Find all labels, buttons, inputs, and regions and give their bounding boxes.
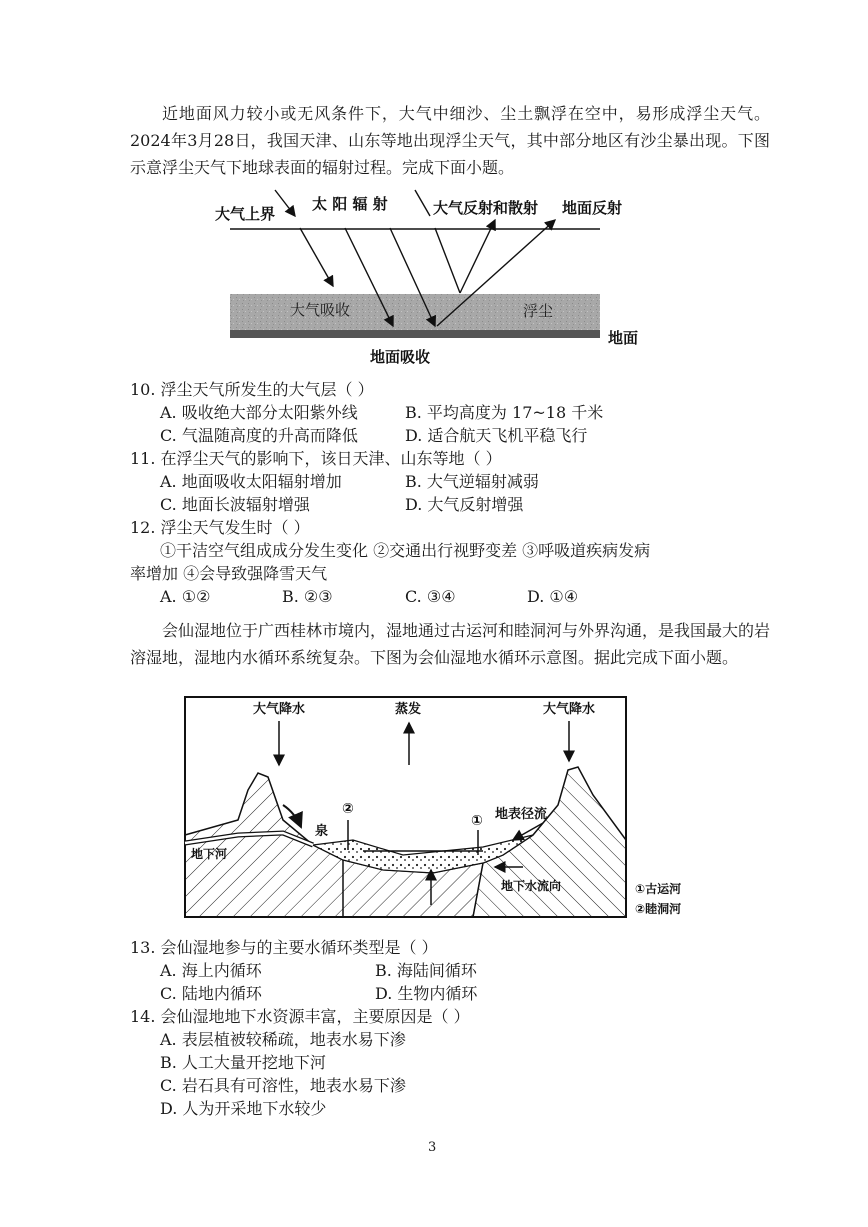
q13-option-c: C. 陆地内循环 [160,984,262,1003]
label-groundwater-flow: 地下水流向 [501,879,562,893]
q12-statements-line1: ①干洁空气组成成分发生变化 ②交通出行视野变差 ③呼吸道疾病发病 [160,541,651,560]
question-10: 10. 浮尘天气所发生的大气层（ ） [130,380,374,399]
q11-option-d: D. 大气反射增强 [405,495,524,514]
label-ground: 地面 [608,329,639,347]
label-reflect-scatter: 大气反射和散射 [433,199,539,217]
label-marker-2: ② [342,801,354,817]
legend-mudong-river: ②睦洞河 [635,902,682,916]
q12-statements-line2: 率增加 ④会导致强降雪天气 [130,564,328,583]
q10-option-c: C. 气温随高度的升高而降低 [160,426,358,445]
question-14: 14. 会仙湿地地下水资源丰富，主要原因是（ ） [130,1007,470,1026]
q10-option-b: B. 平均高度为 17~18 千米 [405,403,604,422]
question-11: 11. 在浮尘天气的影响下，该日天津、山东等地（ ） [130,449,502,468]
label-precip-left: 大气降水 [253,702,306,717]
label-dust: 浮尘 [523,302,554,320]
label-ground-absorb: 地面吸收 [370,348,431,366]
q14-option-a: A. 表层植被较稀疏，地表水易下渗 [160,1030,406,1049]
q12-option-b: B. ②③ [282,587,333,606]
water-cycle-diagram [183,695,703,923]
label-precip-right: 大气降水 [543,702,596,717]
label-top-boundary: 大气上界 [215,205,276,223]
label-atm-absorb: 大气吸收 [290,301,351,319]
q14-option-c: C. 岩石具有可溶性，地表水易下渗 [160,1076,406,1095]
question-13: 13. 会仙湿地参与的主要水循环类型是（ ） [130,938,438,957]
q13-option-b: B. 海陆间循环 [375,961,477,980]
q11-option-b: B. 大气逆辐射减弱 [405,472,539,491]
q13-option-a: A. 海上内循环 [160,961,262,980]
q14-option-d: D. 人为开采地下水较少 [160,1099,327,1118]
page-number: 3 [428,1140,437,1155]
label-ground-reflect: 地面反射 [562,199,623,217]
label-spring: 泉 [315,824,329,839]
q14-option-b: B. 人工大量开挖地下河 [160,1053,326,1072]
q12-option-a: A. ①② [160,587,211,606]
q12-option-d: D. ①④ [527,587,579,606]
question-12: 12. 浮尘天气发生时（ ） [130,518,310,537]
intro-paragraph-dust: 近地面风力较小或无风条件下，大气中细沙、尘土飘浮在空中，易形成浮尘天气。2024年3月28日，我国天津、山东等地出现浮尘天气，其中部分地区有沙尘暴出现。下图示意浮尘天气下地球表面的辐射过程。完成下面小题。 [130,104,770,177]
q11-option-a: A. 地面吸收太阳辐射增加 [160,472,342,491]
q12-option-c: C. ③④ [405,587,456,606]
label-evaporation: 蒸发 [395,702,422,717]
label-solar-radiation: 太 阳 辐 射 [312,195,388,213]
radiation-diagram [205,188,645,368]
q11-option-c: C. 地面长波辐射增强 [160,495,310,514]
label-surface-runoff: 地表径流 [495,807,548,822]
legend-old-canal: ①古运河 [635,882,682,896]
label-underground-river: 地下河 [191,847,228,861]
q10-option-d: D. 适合航天飞机平稳飞行 [405,426,588,445]
q13-option-d: D. 生物内循环 [375,984,478,1003]
q10-option-a: A. 吸收绝大部分太阳紫外线 [160,403,358,422]
intro-paragraph-wetland: 会仙湿地位于广西桂林市境内，湿地通过古运河和睦洞河与外界沟通，是我国最大的岩溶湿地，湿地内水循环系统复杂。下图为会仙湿地水循环示意图。据此完成下面小题。 [130,621,771,667]
label-marker-1: ① [471,813,483,829]
